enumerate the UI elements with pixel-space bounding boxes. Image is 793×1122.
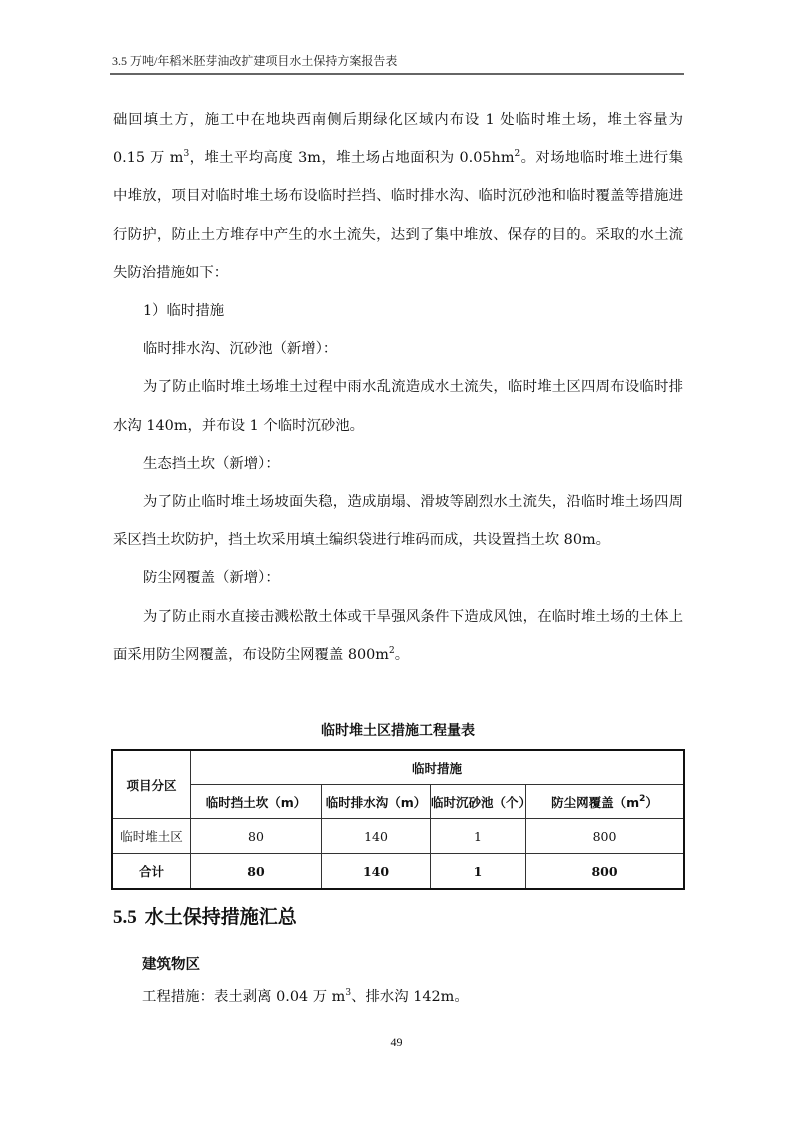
heading-retaining-bank: 生态挡土坎（新增）： xyxy=(143,455,280,472)
table-subheader-row xyxy=(112,785,684,819)
text-run: ） xyxy=(645,794,658,810)
header-col-drainage-ditch: 临时排水沟（m） xyxy=(322,785,431,819)
cell-zone: 临时堆土区 xyxy=(112,819,191,854)
text-run: 工程措施：表土剥离 0.04 万 m xyxy=(142,989,346,1005)
text-run: 。 xyxy=(394,646,410,663)
section-number: 5.5 xyxy=(113,907,137,928)
header-col-sediment-basin: 临时沉砂池（个） xyxy=(431,785,526,819)
heading-dust-net: 防尘网覆盖（新增）： xyxy=(143,570,280,587)
superscript: 2 xyxy=(514,149,521,160)
text-run: 础回填土方，施工中在地块西南侧后期绿化区域内布设 1 处临时堆土场，堆土容量为 0.15 万 m xyxy=(113,112,683,167)
header-divider xyxy=(110,73,684,75)
subsection-heading: 建筑物区 xyxy=(142,957,200,973)
header-temporary-measures: 临时措施 xyxy=(191,750,685,785)
table-row xyxy=(112,819,684,854)
table-row-total xyxy=(112,854,684,890)
cell-value: 80 xyxy=(191,854,322,890)
superscript: 2 xyxy=(639,793,646,804)
text-run: 。对场地临时堆土进行集中堆放，项目对临时堆土场布设临时拦挡、临时排水沟、临时沉砂池和临时覆盖等措施进行防护，防止土方堆存中产生的水土流失，达到了集中堆放、保存的目的。采取的水土流失防治措施如下： xyxy=(113,150,683,281)
header-col-dust-net xyxy=(526,785,685,819)
text-run: 为了防止雨水直接击溅松散土体或干旱强风条件下造成风蚀，在临时堆土场的土体上面采用防尘网覆盖，布设防尘网覆盖 800m xyxy=(113,608,683,663)
table-header-row xyxy=(112,750,684,785)
page-number: 49 xyxy=(390,1035,403,1049)
heading-drainage-ditch: 临时排水沟、沉砂池（新增）： xyxy=(143,341,338,358)
cell-value: 800 xyxy=(526,854,685,890)
superscript: 3 xyxy=(183,149,190,160)
paragraph-drainage-ditch: 为了防止临时堆土场堆土过程中雨水乱流造成水土流失，临时堆土区四周布设临时排水沟 140m，并布设 1 个临时沉砂池。 xyxy=(113,379,683,434)
text-run: 、排水沟 142m。 xyxy=(351,989,469,1005)
paragraph-stockpile-intro xyxy=(113,101,683,292)
header-col-retaining-bank: 临时挡土坎（m） xyxy=(191,785,322,819)
cell-value: 140 xyxy=(322,854,431,890)
text-run: ，堆土平均高度 3m，堆土场占地面积为 0.05hm xyxy=(189,150,515,167)
measures-table xyxy=(111,749,685,890)
engineering-measures xyxy=(142,985,469,1006)
cell-zone: 合计 xyxy=(112,854,191,890)
section-heading xyxy=(113,902,297,929)
heading-temporary-measures: 1）临时措施 xyxy=(143,303,225,320)
superscript: 2 xyxy=(388,645,395,656)
cell-value: 800 xyxy=(526,819,685,854)
running-header: 3.5 万吨/年稻米胚芽油改扩建项目水土保持方案报告表 xyxy=(112,54,398,68)
paragraph-retaining-bank: 为了防止临时堆土场坡面失稳，造成崩塌、滑坡等剧烈水土流失，沿临时堆土场四周采区挡土坎防护，挡土坎采用填土编织袋进行堆码而成，共设置挡土坎 80m。 xyxy=(113,494,683,549)
body-text xyxy=(113,101,683,674)
header-zone: 项目分区 xyxy=(112,750,191,819)
cell-value: 140 xyxy=(322,819,431,854)
cell-value: 1 xyxy=(431,854,526,890)
table-caption: 临时堆土区措施工程量表 xyxy=(321,723,475,739)
section-title: 水土保持措施汇总 xyxy=(144,906,297,928)
cell-value: 1 xyxy=(431,819,526,854)
paragraph-dust-net xyxy=(113,598,683,674)
cell-value: 80 xyxy=(191,819,322,854)
text-run: 防尘网覆盖（m xyxy=(551,794,640,810)
superscript: 3 xyxy=(345,988,352,998)
